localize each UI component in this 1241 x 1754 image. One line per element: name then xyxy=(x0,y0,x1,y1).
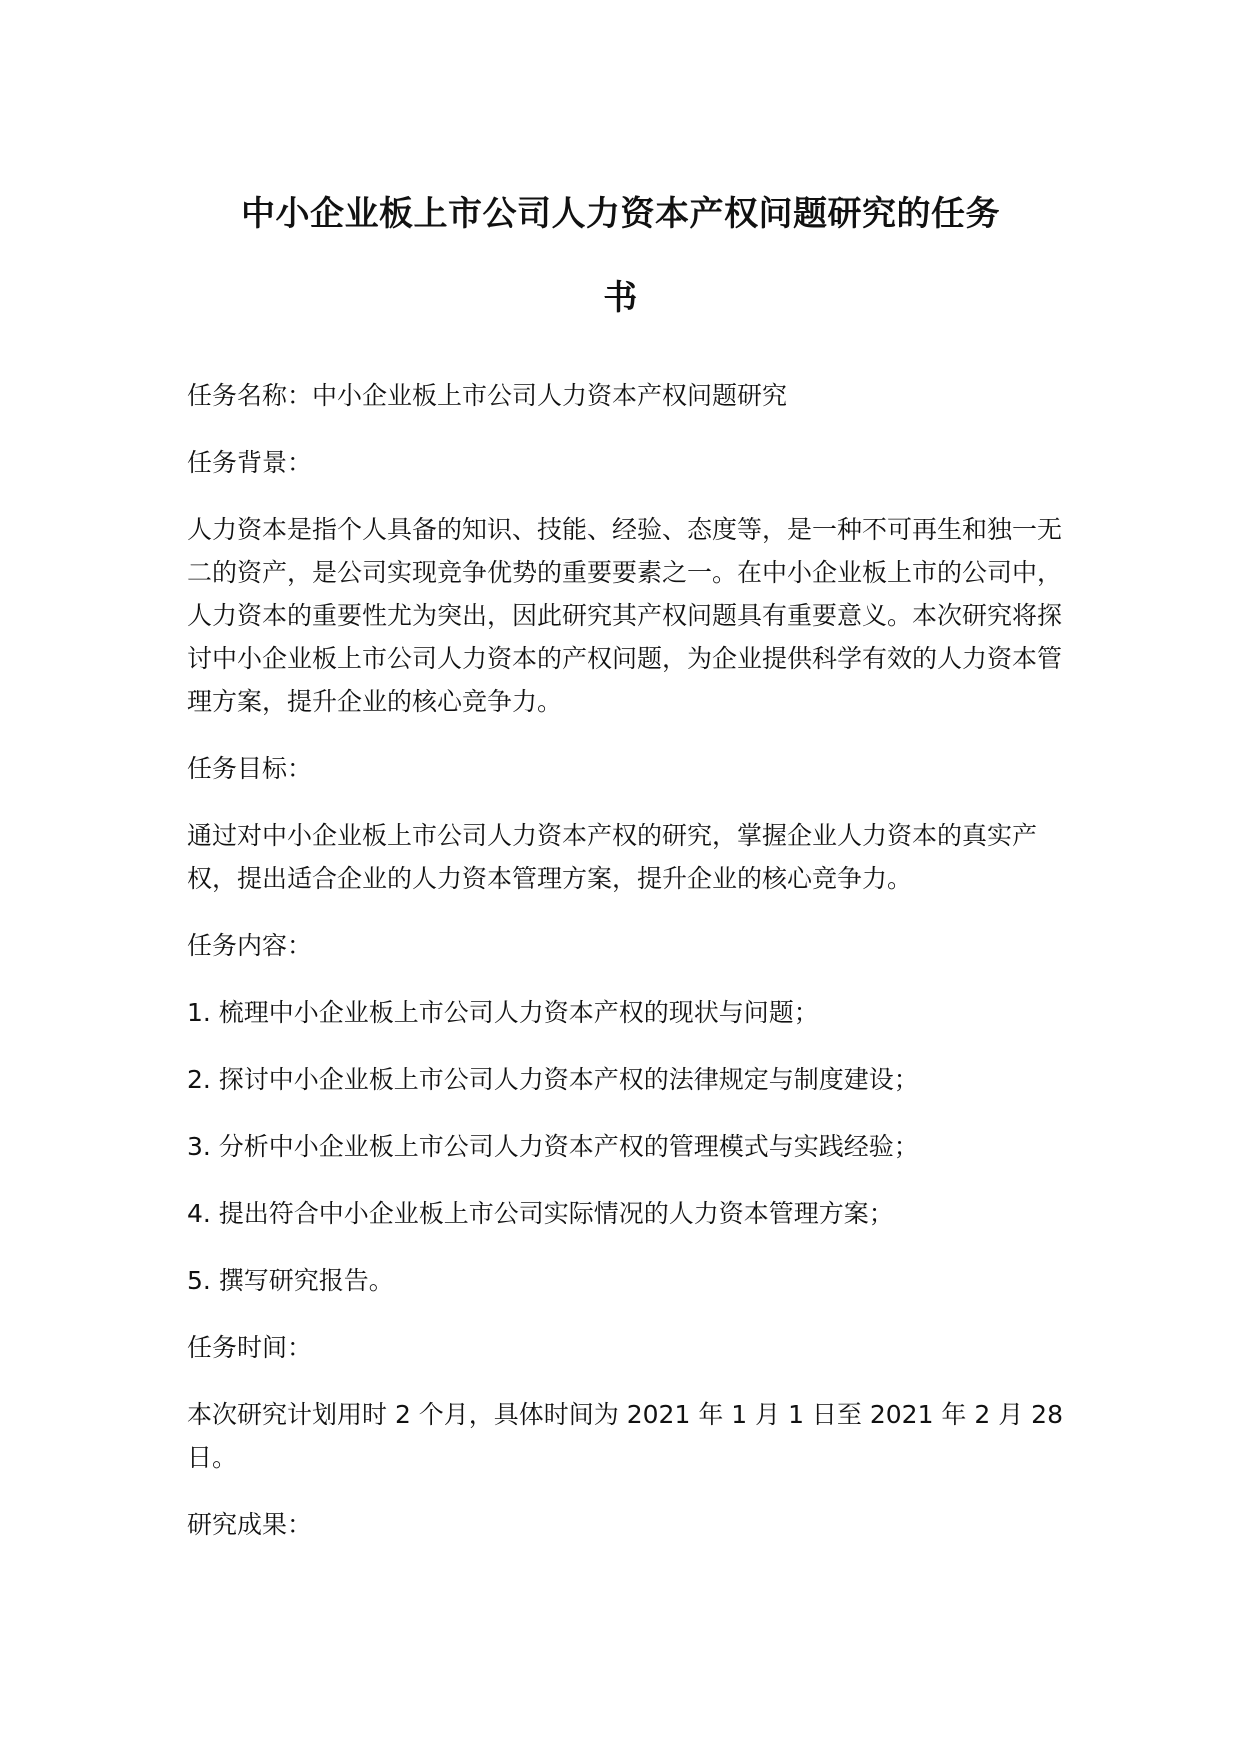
title-line-2: 书 xyxy=(603,278,638,318)
goal-heading: 任务目标： xyxy=(187,754,313,783)
content-heading: 任务内容： xyxy=(187,931,313,960)
time-heading: 任务时间： xyxy=(187,1333,313,1362)
document-body xyxy=(187,374,1067,1570)
title-line-1: 中小企业板上市公司人力资本产权问题研究的任务 xyxy=(241,194,1000,234)
document-title xyxy=(190,172,1051,340)
content-item-4: 4. 提出符合中小企业板上市公司实际情况的人力资本管理方案； xyxy=(187,1199,894,1228)
goal-paragraph: 通过对中小企业板上市公司人力资本产权的研究，掌握企业人力资本的真实产权，提出适合企业的人力资本管理方案，提升企业的核心竞争力。 xyxy=(187,821,1038,893)
background-heading: 任务背景： xyxy=(187,448,313,477)
results-heading: 研究成果： xyxy=(187,1510,313,1539)
content-item-3: 3. 分析中小企业板上市公司人力资本产权的管理模式与实践经验； xyxy=(187,1132,919,1161)
task-name: 任务名称：中小企业板上市公司人力资本产权问题研究 xyxy=(187,381,788,410)
time-paragraph: 本次研究计划用时 2 个月，具体时间为 2021 年 1 月 1 日至 2021 年 2 月 28 日。 xyxy=(187,1400,1063,1472)
content-item-1: 1. 梳理中小企业板上市公司人力资本产权的现状与问题； xyxy=(187,998,819,1027)
content-item-2: 2. 探讨中小企业板上市公司人力资本产权的法律规定与制度建设； xyxy=(187,1065,919,1094)
background-paragraph: 人力资本是指个人具备的知识、技能、经验、态度等，是一种不可再生和独一无二的资产，是公司实现竞争优势的重要要素之一。在中小企业板上市的公司中，人力资本的重要性尤为突出，因此研究其产权问题具有重要意义。本次研究将探讨中小企业板上市公司人力资本的产权问题，为企业提供科学有效的人力资本管理方案，提升企业的核心竞争力。 xyxy=(187,515,1063,716)
content-item-5: 5. 撰写研究报告。 xyxy=(187,1266,394,1295)
